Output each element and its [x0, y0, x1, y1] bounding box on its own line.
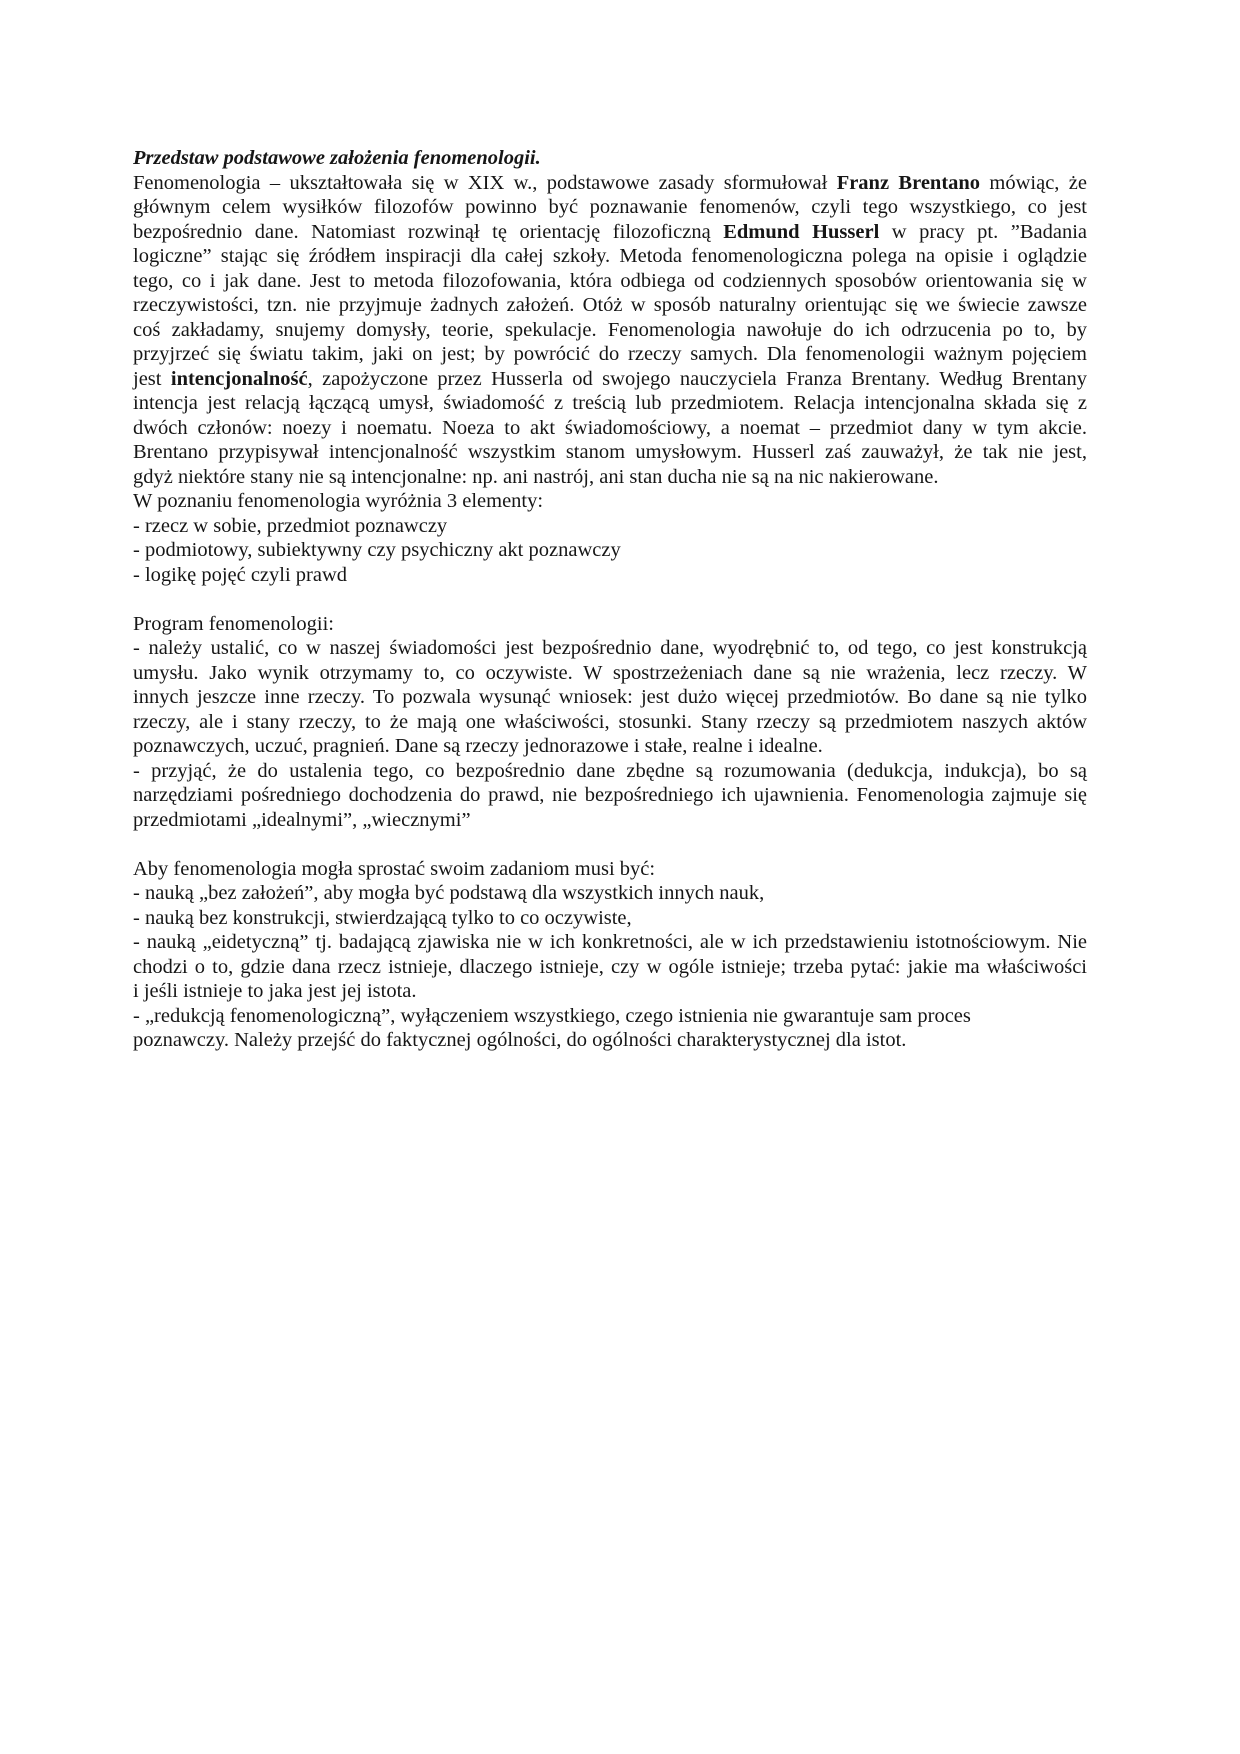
- text-run: gdyż niektóre stany nie są intencjonalne: np. ani nastrój, ani stan ducha nie są na nic nakierowane.: [133, 465, 939, 488]
- text-line: [133, 685, 1087, 710]
- text-line: [133, 857, 1087, 882]
- requirements-heading: [133, 857, 1087, 882]
- text-run: przyjrzeć się światu takim, jaki on jest; by powrócić do rzeczy samych. Dla fenomenologii ważnym pojęciem: [133, 343, 1087, 365]
- text-run: głównym celem wysiłków filozofów powinno być poznawanie fenomenów, czyli tego wszystkiego, co jest: [133, 196, 1087, 218]
- text-line: [133, 220, 1087, 245]
- text-line: [133, 514, 1087, 539]
- text-run: rzeczy, ale i stany rzeczy, to że mają one właściwości, stosunki. Stany rzeczy są przedmiotem naszych aktów: [133, 710, 1087, 733]
- text-line: [133, 367, 1087, 392]
- text-run: jest: [133, 367, 171, 390]
- text-run: tego, co i jak dane. Jest to metoda filozofowania, która odbiega od codziennych sposobów orientowania się w: [133, 269, 1087, 292]
- text-run: poznawczy. Należy przejść do faktycznej ogólności, do ogólności charakterystycznej dla istot.: [133, 1029, 907, 1051]
- bold-text-run: Edmund Husserl: [723, 220, 880, 243]
- text-line: [133, 440, 1087, 465]
- text-line: [133, 955, 1087, 980]
- text-line: [133, 195, 1087, 220]
- text-run: innych jeszcze inne rzeczy. To pozwala wysunąć wniosek: jest dużo więcej przedmiotów. Bo dane są nie tylko: [133, 686, 1087, 708]
- text-line: [133, 342, 1087, 367]
- text-run: - logikę pojęć czyli prawd: [133, 563, 348, 586]
- text-line: [133, 269, 1087, 294]
- text-run: coś zakładamy, snujemy domysły, teorie, spekulacje. Fenomenologia nawołuje do ich odrzucenia po to, by: [133, 318, 1087, 341]
- text-run: mówiąc, że: [980, 171, 1087, 194]
- text-line: [133, 391, 1087, 416]
- requirement-4: [133, 1004, 1087, 1053]
- text-run: umysłu. Jako wynik otrzymamy to, co oczywiste. W spostrzeżeniach dane są nie wrażenia, lecz rzeczy. W: [133, 661, 1087, 684]
- text-line: [133, 1028, 1087, 1053]
- bold-text-run: intencjonalność: [170, 367, 308, 390]
- text-run: - rzecz w sobie, przedmiot poznawczy: [133, 514, 448, 537]
- document-body: [133, 171, 1087, 1053]
- blank-line: [133, 832, 1087, 857]
- text-line: [133, 416, 1087, 441]
- text-line: [133, 1004, 1087, 1029]
- text-line: [133, 979, 1087, 1004]
- document-title: Przedstaw podstawowe założenia fenomenologii.: [133, 147, 541, 169]
- text-run: w pracy pt. ”Badania: [879, 220, 1088, 243]
- text-run: - przyjąć, że do ustalenia tego, co bezpośrednio dane zbędne są rozumowania (dedukcja, indukcja), bo są: [133, 759, 1087, 782]
- program-heading: [133, 612, 1087, 637]
- text-run: - należy ustalić, co w naszej świadomości jest bezpośrednio dane, wyodrębnić to, od tego, co jest konstrukcją: [133, 637, 1087, 659]
- requirement-1: [133, 881, 1087, 906]
- text-line: [133, 489, 1087, 514]
- text-line: [133, 636, 1087, 661]
- text-line: [133, 293, 1087, 318]
- text-run: dwóch członów: noezy i noematu. Noeza to akt świadomościowy, a noemat – przedmiot dany w tym akcie.: [133, 416, 1087, 439]
- text-run: poznawczych, uczuć, pragnień. Dane są rzeczy jednorazowe i stałe, realne i idealne.: [133, 735, 823, 757]
- text-run: rzeczywistości, tzn. nie przyjmuje żadnych założeń. Otóż w sposób naturalny orientując się we świecie zawsze: [133, 294, 1087, 316]
- text-run: Brentano przypisywał intencjonalność wszystkim stanom umysłowym. Husserl zaś zauważył, że tak nie jest,: [133, 441, 1087, 463]
- text-run: , zapożyczone przez Husserla od swojego nauczyciela Franza Brentany. Według Brentany: [307, 367, 1087, 390]
- text-line: [133, 808, 1087, 833]
- text-run: - podmiotowy, subiektywny czy psychiczny akt poznawczy: [133, 539, 621, 561]
- text-run: Program fenomenologii:: [133, 612, 334, 635]
- text-line: [133, 930, 1087, 955]
- text-line: [133, 661, 1087, 686]
- text-run: W poznaniu fenomenologia wyróżnia 3 elementy:: [133, 490, 544, 512]
- text-run: - „redukcją fenomenologiczną”, wyłączeniem wszystkiego, czego istnienia nie gwarantuje sam proces: [133, 1004, 971, 1027]
- elements-section: [133, 489, 1087, 587]
- text-line: [133, 538, 1087, 563]
- text-run: chodzi o to, gdzie dana rzecz istnieje, dlaczego istnieje, czy w ogóle istnieje; trzeba pytać: jakie ma właściwości: [133, 955, 1087, 978]
- bold-text-run: Franz Brentano: [836, 171, 981, 194]
- text-line: [133, 906, 1087, 931]
- text-run: narzędziami pośredniego dochodzenia do prawd, nie bezpośredniego ich ujawnienia. Fenomenologia zajmuje się: [133, 784, 1087, 806]
- text-run: logiczne” stając się źródłem inspiracji dla całej szkoły. Metoda fenomenologiczna polega na opisie i oglądzie: [133, 245, 1087, 267]
- text-line: [133, 171, 1087, 196]
- text-line: [133, 244, 1087, 269]
- text-line: [133, 465, 1087, 490]
- document-page: [133, 146, 1087, 1053]
- text-run: i jeśli istnieje to jaka jest jej istota.: [133, 980, 417, 1002]
- text-run: - nauką „eidetyczną” tj. badającą zjawiska nie w ich konkretności, ale w ich przedstawieniu istotnościowym. Nie: [133, 931, 1087, 953]
- paragraph-fenomenologia: [133, 171, 1087, 490]
- program-item-1: [133, 636, 1087, 759]
- text-line: [133, 710, 1087, 735]
- text-run: - nauką bez konstrukcji, stwierdzającą tylko to co oczywiste,: [133, 906, 632, 929]
- text-line: [133, 759, 1087, 784]
- text-run: Fenomenologia – ukształtowała się w XIX w., podstawowe zasady sformułował: [133, 171, 837, 194]
- requirement-3: [133, 930, 1087, 1004]
- text-run: intencja jest relacją łączącą umysł, świadomość z treścią lub przedmiotem. Relacja intencjonalna składa się z: [133, 392, 1087, 414]
- text-run: przedmiotami „idealnymi”, „wiecznymi”: [133, 808, 471, 831]
- program-item-2: [133, 759, 1087, 833]
- blank-line: [133, 587, 1087, 612]
- text-line: [133, 881, 1087, 906]
- text-line: [133, 734, 1087, 759]
- text-line: [133, 783, 1087, 808]
- text-line: [133, 612, 1087, 637]
- text-line: [133, 318, 1087, 343]
- text-run: bezpośrednio dane. Natomiast rozwinął tę orientację filozoficzną: [133, 220, 724, 243]
- text-run: - nauką „bez założeń”, aby mogła być podstawą dla wszystkich innych nauk,: [133, 882, 765, 904]
- requirement-2: [133, 906, 1087, 931]
- text-run: Aby fenomenologia mogła sprostać swoim zadaniom musi być:: [133, 857, 656, 880]
- text-line: [133, 563, 1087, 588]
